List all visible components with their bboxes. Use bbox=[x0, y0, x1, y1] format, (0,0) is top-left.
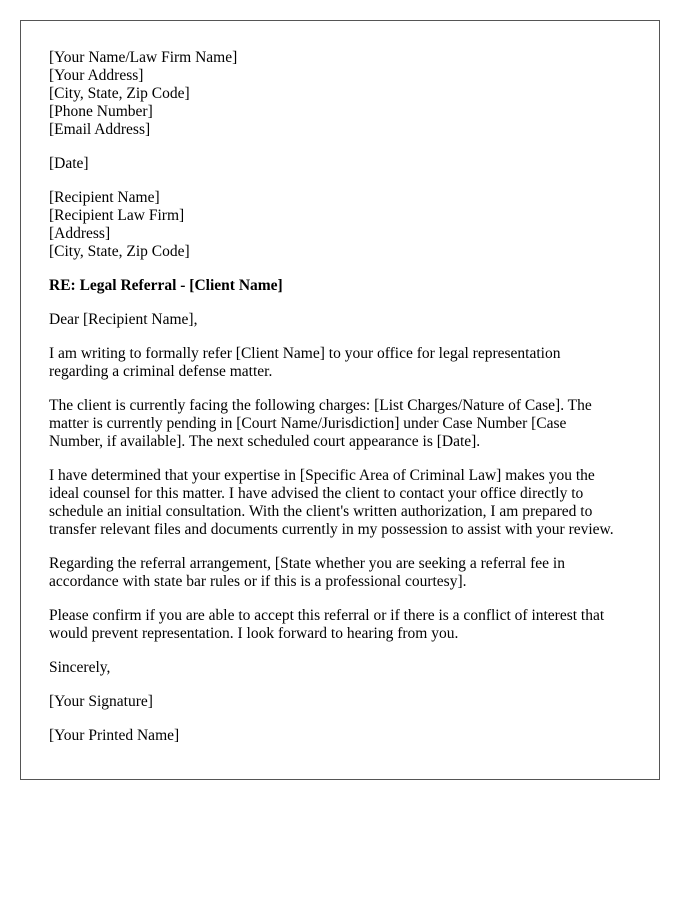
paragraph-5-line-2: would prevent representation. I look forward to hearing from you. bbox=[49, 625, 459, 642]
paragraph-3-line-4: transfer relevant files and documents currently in my possession to assist with your review. bbox=[49, 521, 614, 538]
paragraph-4-line-2: accordance with state bar rules or if this is a professional courtesy]. bbox=[49, 573, 467, 590]
recipient-address: [Address] bbox=[49, 225, 111, 242]
sender-email: [Email Address] bbox=[49, 121, 151, 138]
closing: Sincerely, bbox=[49, 659, 111, 676]
recipient-block bbox=[49, 189, 639, 261]
recipient-name: [Recipient Name] bbox=[49, 189, 160, 206]
recipient-city-state-zip: [City, State, Zip Code] bbox=[49, 243, 190, 260]
letter-date: [Date] bbox=[49, 155, 89, 172]
letter-page bbox=[20, 20, 660, 780]
paragraph-2-line-1: The client is currently facing the following charges: [List Charges/Nature of Case]. The bbox=[49, 397, 592, 414]
paragraph-1 bbox=[49, 345, 639, 381]
salutation: Dear [Recipient Name], bbox=[49, 311, 198, 328]
paragraph-2-line-2: matter is currently pending in [Court Name/Jurisdiction] under Case Number [Case bbox=[49, 415, 567, 432]
closing-block bbox=[49, 659, 639, 677]
sender-address: [Your Address] bbox=[49, 67, 144, 84]
printed-name: [Your Printed Name] bbox=[49, 727, 180, 744]
date-block bbox=[49, 155, 639, 173]
paragraph-3-line-1: I have determined that your expertise in [Specific Area of Criminal Law] makes you the bbox=[49, 467, 595, 484]
paragraph-3-line-2: ideal counsel for this matter. I have advised the client to contact your office directly to bbox=[49, 485, 584, 502]
sender-phone: [Phone Number] bbox=[49, 103, 153, 120]
paragraph-5-line-1: Please confirm if you are able to accept this referral or if there is a conflict of interest that bbox=[49, 607, 605, 624]
paragraph-5 bbox=[49, 607, 639, 643]
salutation-block bbox=[49, 311, 639, 329]
paragraph-2-line-3: Number, if available]. The next scheduled court appearance is [Date]. bbox=[49, 433, 481, 450]
paragraph-4-line-1: Regarding the referral arrangement, [State whether you are seeking a referral fee in bbox=[49, 555, 565, 572]
paragraph-3-line-3: schedule an initial consultation. With the client's written authorization, I am prepared to bbox=[49, 503, 593, 520]
paragraph-4 bbox=[49, 555, 639, 591]
printed-name-block bbox=[49, 727, 639, 745]
paragraph-3 bbox=[49, 467, 639, 539]
subject-block bbox=[49, 277, 639, 295]
signature-block bbox=[49, 693, 639, 711]
sender-name: [Your Name/Law Firm Name] bbox=[49, 49, 238, 66]
subject-line: RE: Legal Referral - [Client Name] bbox=[49, 277, 283, 294]
sender-city-state-zip: [City, State, Zip Code] bbox=[49, 85, 190, 102]
sender-block bbox=[49, 49, 639, 139]
letter-content bbox=[49, 49, 639, 761]
paragraph-1-line-2: regarding a criminal defense matter. bbox=[49, 363, 273, 380]
paragraph-2 bbox=[49, 397, 639, 451]
paragraph-1-line-1: I am writing to formally refer [Client Name] to your office for legal representation bbox=[49, 345, 561, 362]
recipient-firm: [Recipient Law Firm] bbox=[49, 207, 185, 224]
signature: [Your Signature] bbox=[49, 693, 153, 710]
